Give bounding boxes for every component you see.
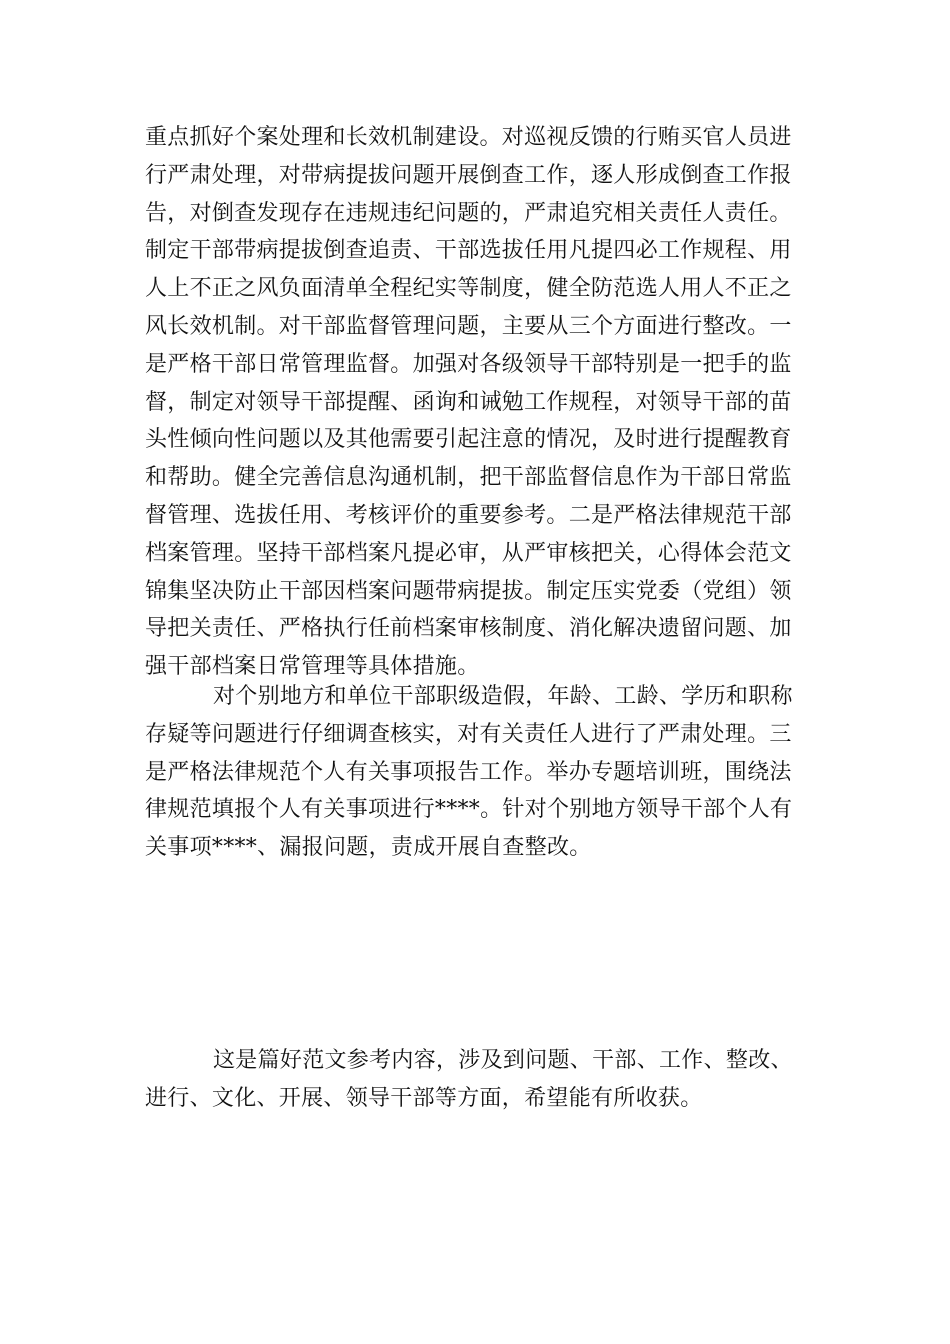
text-line-indented: 这是篇好范文参考内容，涉及到问题、干部、工作、整改、 [213,1048,793,1073]
text-line: 行严肃处理，对带病提拔问题开展倒查工作，逐人形成倒查工作报 [145,162,792,188]
text-line: 关事项****、漏报问题，责成开展自查整改。 [145,835,592,861]
paragraph-personal-matters-report [145,678,807,867]
text-line: 督管理、选拔任用、考核评价的重要参考。二是严格法律规范干部 [145,502,792,528]
text-line: 制定干部带病提拔倒查追责、干部选拔任用凡提四必工作规程、用 [145,238,792,264]
text-line: 律规范填报个人有关事项进行****。针对个别地方领导干部个人有 [145,797,793,823]
paragraph-closing-summary [145,1042,807,1118]
text-line: 强干部档案日常管理等具体措施。 [145,654,480,680]
text-line: 存疑等问题进行仔细调查核实，对有关责任人进行了严肃处理。三 [145,721,792,747]
text-line: 档案管理。坚持干部档案凡提必审，从严审核把关，心得体会范文 [145,540,792,566]
text-line: 督，制定对领导干部提醒、函询和诫勉工作规程，对领导干部的苗 [145,389,792,415]
text-line: 人上不正之风负面清单全程纪实等制度，健全防范选人用人不正之 [145,276,792,302]
text-line: 风长效机制。对干部监督管理问题，主要从三个方面进行整改。一 [145,313,792,339]
text-line: 导把关责任、严格执行任前档案审核制度、消化解决遗留问题、加 [145,616,792,642]
text-line: 是严格法律规范个人有关事项报告工作。举办专题培训班，围绕法 [145,759,792,785]
paragraph-rectification-measures [145,119,807,686]
text-line: 是严格干部日常管理监督。加强对各级领导干部特别是一把手的监 [145,351,792,377]
text-line: 和帮助。健全完善信息沟通机制，把干部监督信息作为干部日常监 [145,465,792,491]
text-line-indented: 对个别地方和单位干部职级造假，年龄、工龄、学历和职称 [213,684,793,709]
text-line: 重点抓好个案处理和长效机制建设。对巡视反馈的行贿买官人员进 [145,125,792,150]
text-line: 告，对倒查发现存在违规违纪问题的，严肃追究相关责任人责任。 [145,200,792,226]
text-line: 进行、文化、开展、领导干部等方面，希望能有所收获。 [145,1085,703,1111]
text-line: 头性倾向性问题以及其他需要引起注意的情况，及时进行提醒教育 [145,427,792,453]
text-line: 锦集坚决防止干部因档案问题带病提拔。制定压实党委（党组）领 [145,578,792,604]
